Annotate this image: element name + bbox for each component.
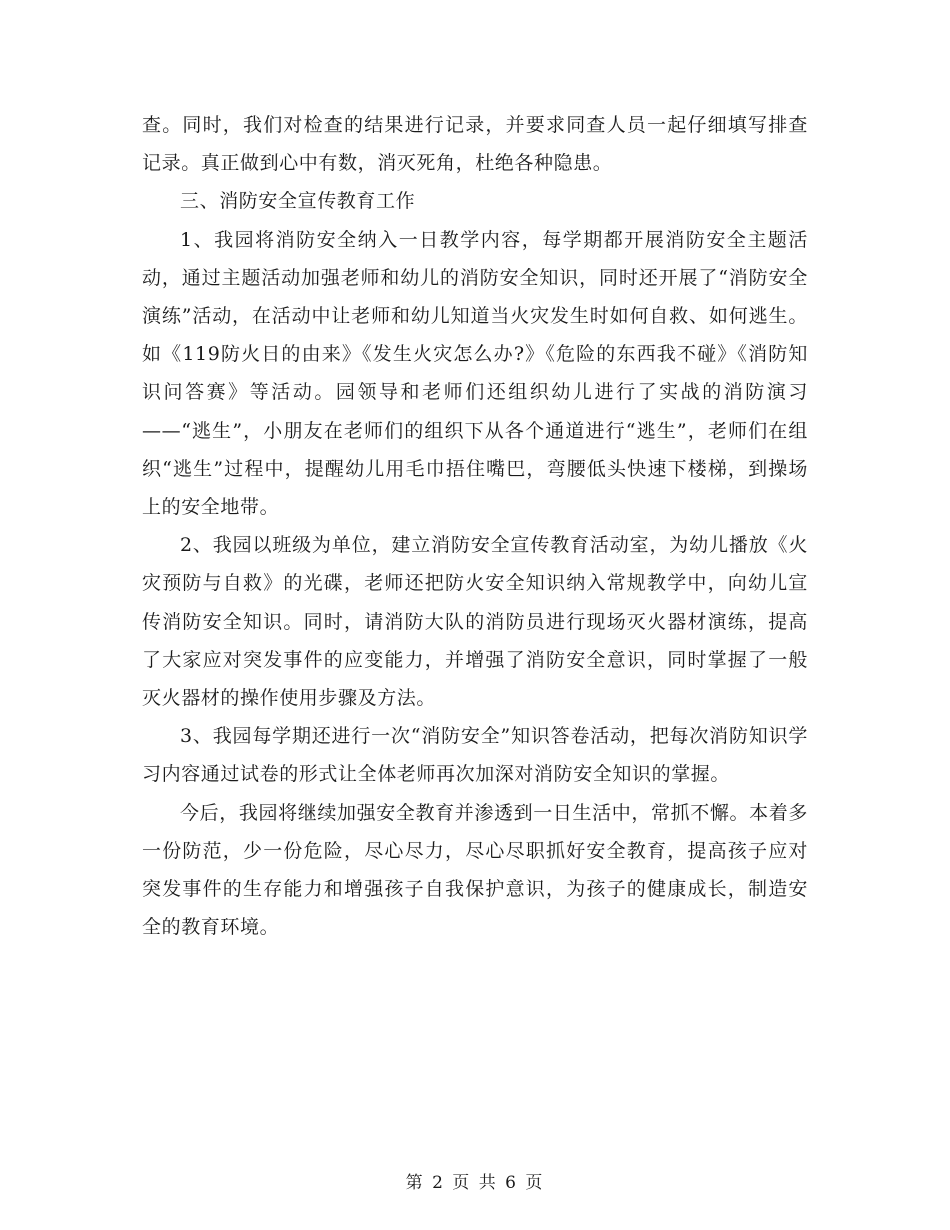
paragraph-continuation: 查。同时，我们对检查的结果进行记录，并要求同查人员一起仔细填写排查记录。真正做到心中有数，消灭死角，杜绝各种隐患。 — [142, 114, 808, 175]
paragraph-conclusion: 今后，我园将继续加强安全教育并渗透到一日生活中，常抓不懈。本着多一份防范，少一份危险，尽心尽力，尽心尽职抓好安全教育，提高孩子应对突发事件的生存能力和增强孩子自我保护意识，为孩子的健康成长，制造安全的教育环境。 — [142, 801, 808, 939]
document-body — [142, 106, 808, 946]
paragraph-item-3: 3、我园每学期还进行一次“消防安全”知识答卷活动，把每次消防知识学习内容通过试卷的形式让全体老师再次加深对消防安全知识的掌握。 — [142, 725, 808, 786]
section-heading: 三、消防安全宣传教育工作 — [180, 190, 416, 213]
page-number-footer: 第 2 页 共 6 页 — [405, 1173, 545, 1193]
paragraph-item-2: 2、我园以班级为单位，建立消防安全宣传教育活动室，为幼儿播放《火灾预防与自救》的光碟，老师还把防火安全知识纳入常规教学中，向幼儿宣传消防安全知识。同时，请消防大队的消防员进行现场灭火器材演练，提高了大家应对突发事件的应变能力，并增强了消防安全意识，同时掌握了一般灭火器材的操作使用步骤及方法。 — [142, 534, 808, 710]
paragraph-item-1: 1、我园将消防安全纳入一日教学内容，每学期都开展消防安全主题活动，通过主题活动加强老师和幼儿的消防安全知识，同时还开展了“消防安全演练”活动，在活动中让老师和幼儿知道当火灾发生时如何自救、如何逃生。如《119防火日的由来》《发生火灾怎么办?》《危险的东西我不碰》《消防知识问答赛》等活动。园领导和老师们还组织幼儿进行了实战的消防演习——“逃生”，小朋友在老师们的组织下从各个通道进行“逃生”，老师们在组织“逃生”过程中，提醒幼儿用毛巾捂住嘴巴，弯腰低头快速下楼梯，到操场上的安全地带。 — [142, 228, 808, 519]
